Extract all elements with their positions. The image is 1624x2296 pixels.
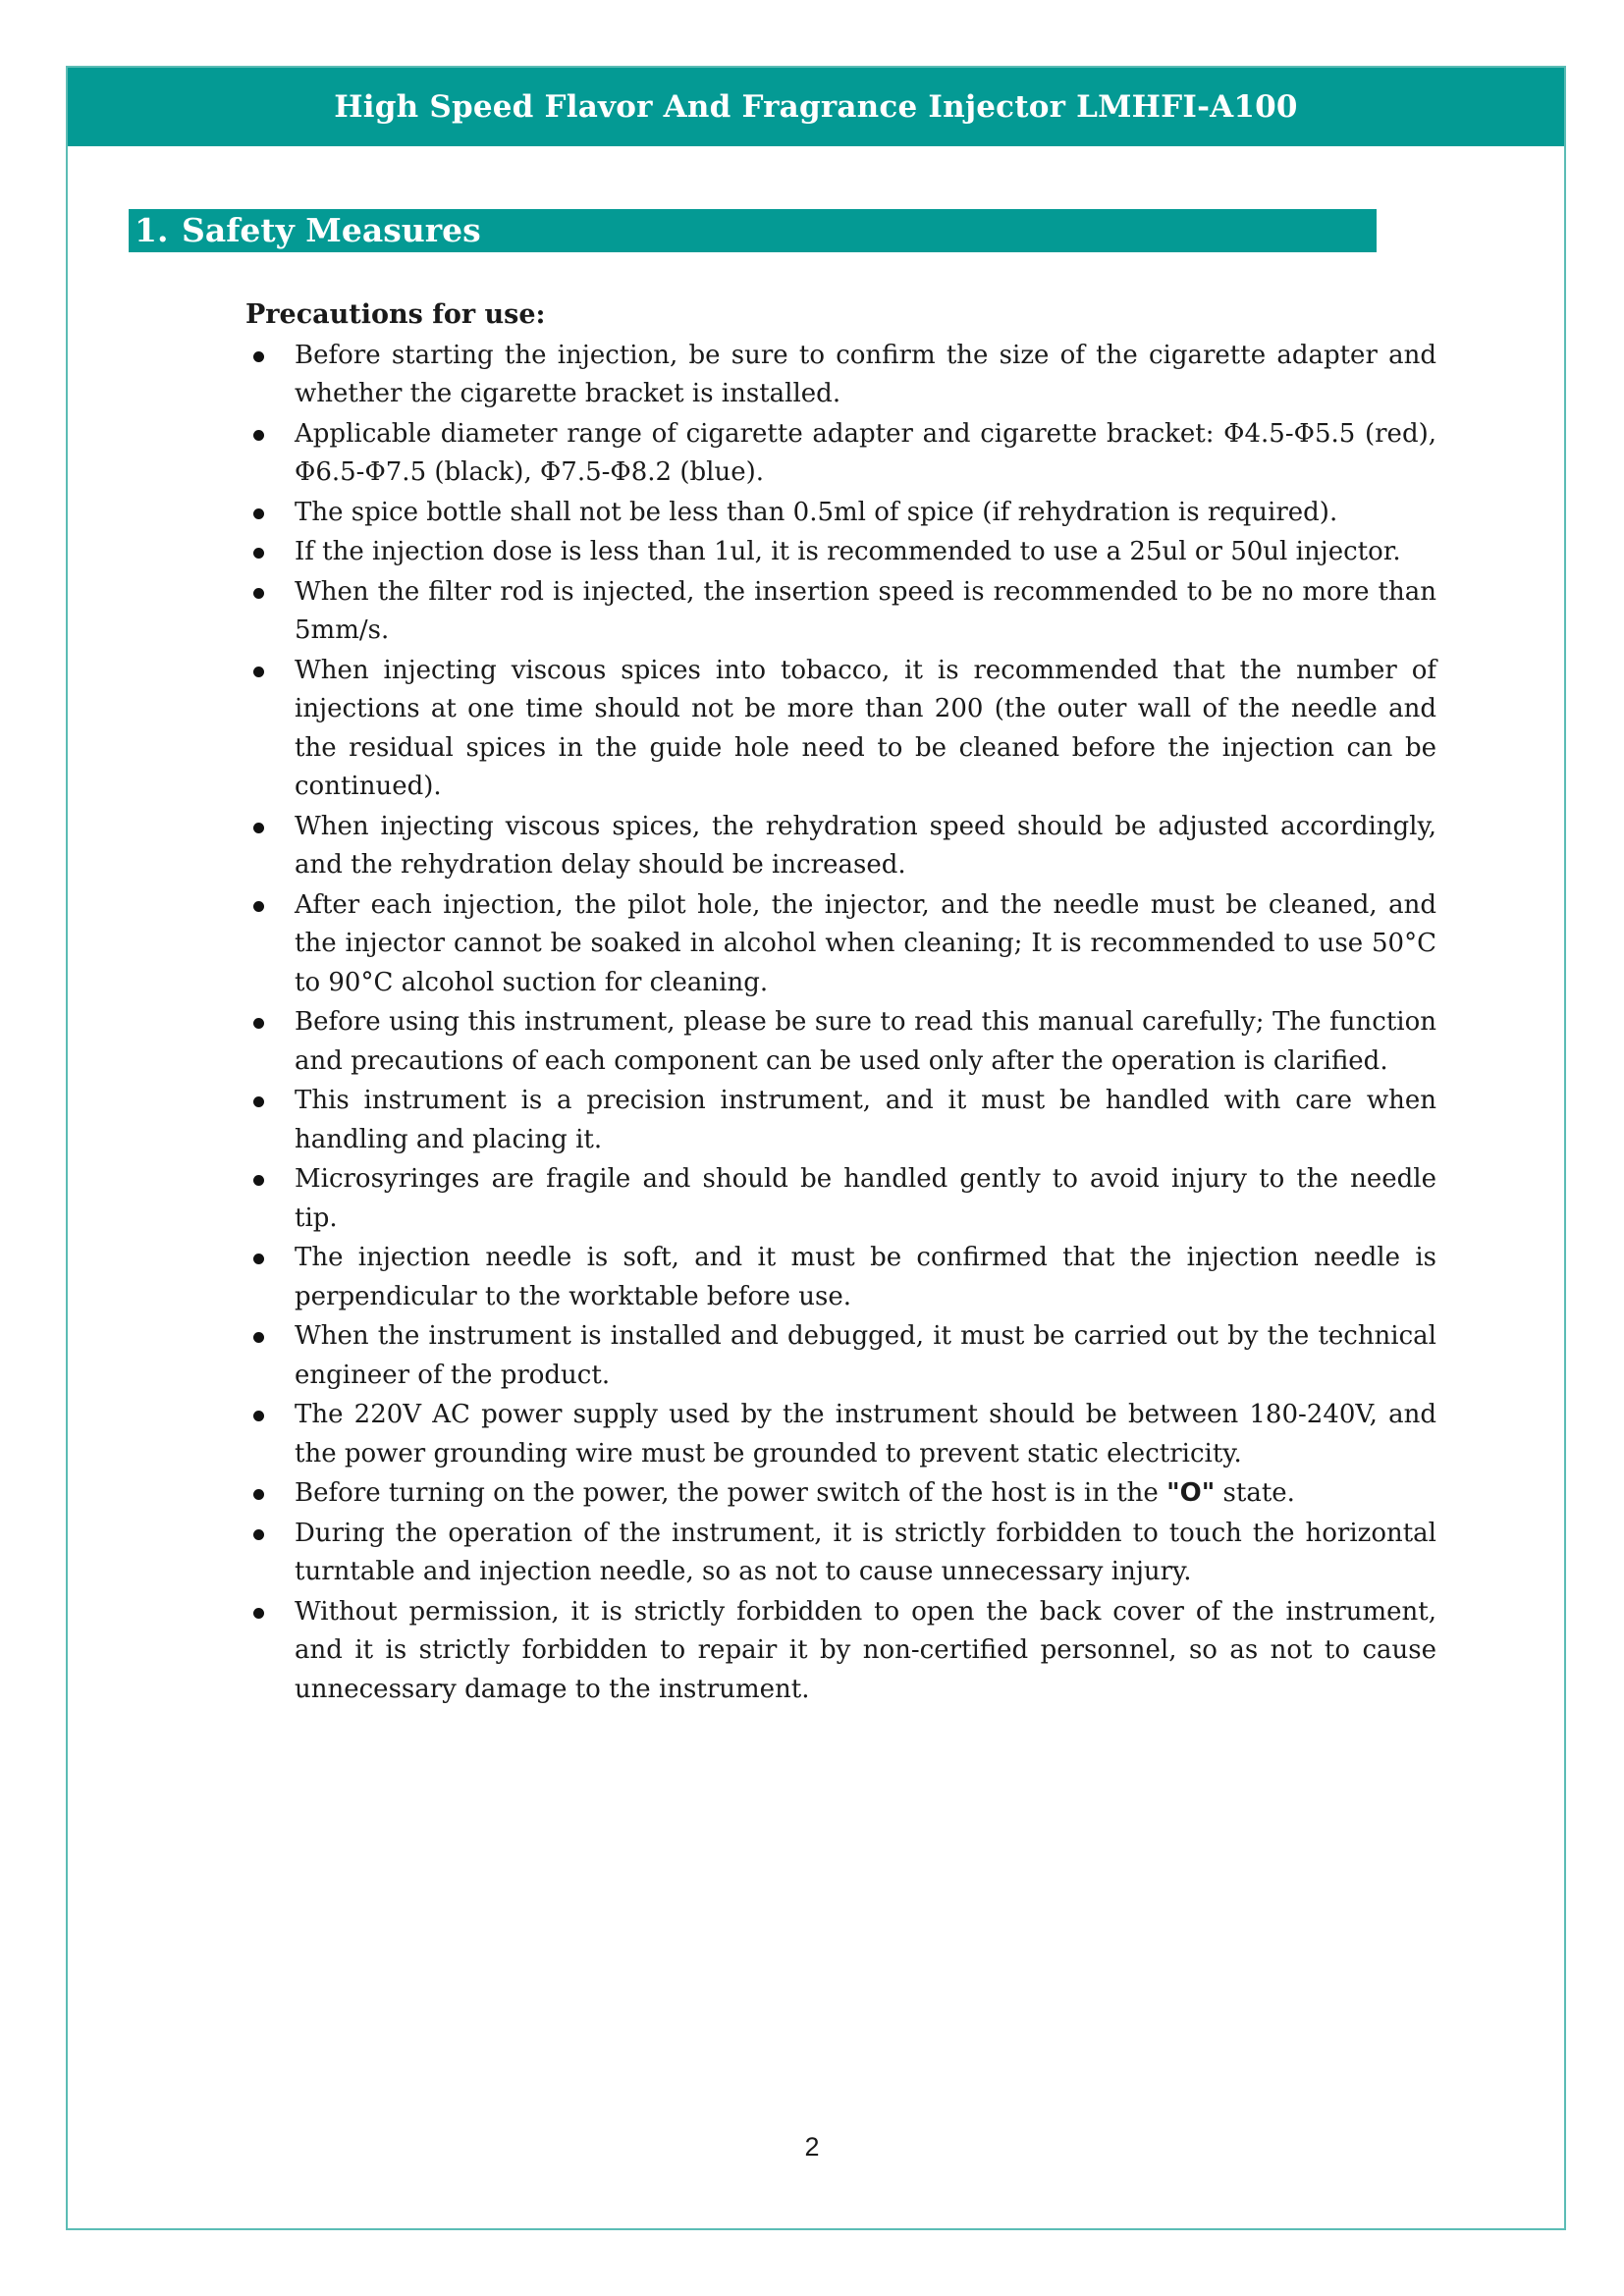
list-item: The 220V AC power supply used by the instrument should be between 180-240V, and the power grounding wire must be grounded to prevent static electricity. bbox=[245, 1396, 1436, 1473]
page-number: 2 bbox=[804, 2132, 820, 2162]
list-item: When the instrument is installed and debugged, it must be carried out by the technical engineer of the product. bbox=[245, 1317, 1436, 1395]
list-item: The injection needle is soft, and it must be confirmed that the injection needle is perpendicular to the worktable before use. bbox=[245, 1239, 1436, 1316]
section-number: 1. bbox=[135, 211, 169, 249]
document-title: High Speed Flavor And Fragrance Injector LMHFI-A100 bbox=[334, 89, 1298, 125]
list-item: Microsyringes are fragile and should be handled gently to avoid injury to the needle tip. bbox=[245, 1160, 1436, 1238]
list-item: During the operation of the instrument, it is strictly forbidden to touch the horizontal turntable and injection needle, so as not to cause unnecessary injury. bbox=[245, 1515, 1436, 1592]
power-state-label: "O" bbox=[1166, 1478, 1216, 1508]
list-item: If the injection dose is less than 1ul, it is recommended to use a 25ul or 50ul injector. bbox=[245, 533, 1436, 572]
list-item: Before using this instrument, please be sure to read this manual carefully; The function and precautions of each component can be used only after the operation is clarified. bbox=[245, 1003, 1436, 1081]
list-item: Before starting the injection, be sure to confirm the size of the cigarette adapter and whether the cigarette bracket is installed. bbox=[245, 337, 1436, 414]
list-item: When injecting viscous spices, the rehydration speed should be adjusted accordingly, and the rehydration delay should be increased. bbox=[245, 808, 1436, 885]
power-item-text: Before turning on the power, the power switch of the host is in the bbox=[295, 1478, 1167, 1508]
list-item: Applicable diameter range of cigarette adapter and cigarette bracket: Φ4.5-Φ5.5 (red), Φ6.5-Φ7.5 (black), Φ7.5-Φ8.2 (blue). bbox=[245, 415, 1436, 493]
list-item: This instrument is a precision instrument, and it must be handled with care when handling and placing it. bbox=[245, 1082, 1436, 1159]
list-item-power-switch bbox=[245, 1474, 1436, 1514]
precautions-list bbox=[245, 337, 1436, 1710]
section-content bbox=[245, 295, 1436, 1710]
list-item: When injecting viscous spices into tobacco, it is recommended that the number of injections at one time should not be more than 200 (the outer wall of the needle and the residual spices in the guide hole need to be cleaned before the injection can be continued). bbox=[245, 652, 1436, 807]
precautions-subheading: Precautions for use: bbox=[245, 299, 546, 330]
list-item: Without permission, it is strictly forbidden to open the back cover of the instrument, and it is strictly forbidden to repair it by non-certified personnel, so as not to cause unnecessary damage to the instrument. bbox=[245, 1593, 1436, 1710]
list-item: When the filter rod is injected, the insertion speed is recommended to be no more than 5mm/s. bbox=[245, 573, 1436, 651]
list-item: After each injection, the pilot hole, the injector, and the needle must be cleaned, and the injector cannot be soaked in alcohol when cleaning; It is recommended to use 50°C to 90°C alcohol suction for cleaning. bbox=[245, 886, 1436, 1003]
section-title: Safety Measures bbox=[182, 211, 481, 249]
power-item-text-end: state. bbox=[1215, 1478, 1295, 1508]
section-heading bbox=[129, 209, 1377, 252]
list-item: The spice bottle shall not be less than 0.5ml of spice (if rehydration is required). bbox=[245, 494, 1436, 533]
document-header bbox=[68, 68, 1564, 146]
